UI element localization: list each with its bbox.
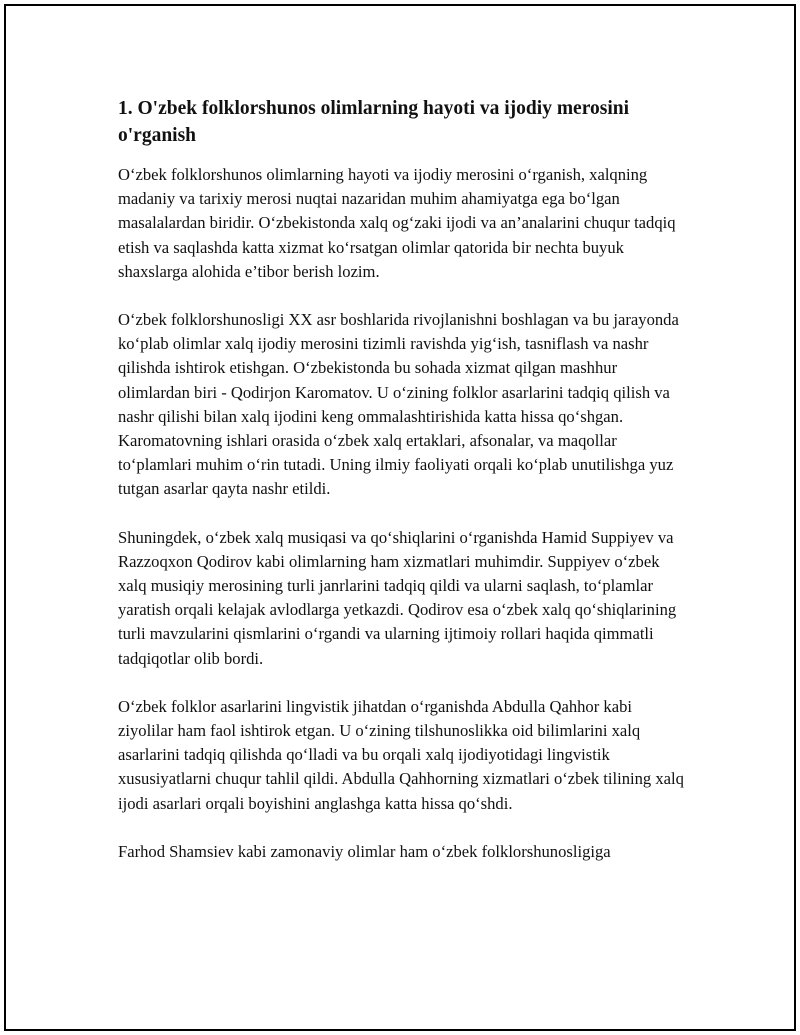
document-body <box>118 95 688 888</box>
paragraph-karomatov: O‘zbek folklorshunosligi XX asr boshlarida rivojlanishni boshlagan va bu jarayonda ko‘plab olimlar xalq ijodiy merosini tizimli ravishda yig‘ish, tasniflash va nashr qilishda ishtirok etishgan. O‘zbekistonda bu sohada xizmat qilgan mashhur olimlardan biri - Qodirjon Karomatov. U o‘zining folklor asarlarini tadqiq qilish va nashr qilishi bilan xalq ijodini keng ommalashtirishida katta hissa qo‘shgan. Karomatovning ishlari orasida o‘zbek xalq ertaklari, afsonalar, va maqollar to‘plamlari muhim o‘rin tutadi. Uning ilmiy faoliyati orqali ko‘plab unutilishga yuz tutgan asarlar qayta nashr etildi. <box>118 310 679 499</box>
paragraph-intro: O‘zbek folklorshunos olimlarning hayoti va ijodiy merosini o‘rganish, xalqning madaniy va tarixiy merosi nuqtai nazaridan muhim ahamiyatga ega bo‘lgan masalalardan biridir. O‘zbekistonda xalq og‘zaki ijodi va an’analarini chuqur tadqiq etish va saqlashda katta xizmat ko‘rsatgan olimlar qatorida bir nechta buyuk shaxslarga alohida e’tibor berish lozim. <box>118 165 676 281</box>
paragraph-modern-scholars: Farhod Shamsiev kabi zamonaviy olimlar ham o‘zbek folklorshunosligiga <box>118 841 611 861</box>
paragraph-linguistics: O‘zbek folklor asarlarini lingvistik jihatdan o‘rganishda Abdulla Qahhor kabi ziyolilar ham faol ishtirok etgan. U o‘zining tilshunoslikka oid bilimlarini xalq asarlarini tadqiq qilishda qo‘lladi va bu orqali xalq ijodiyotidagi lingvistik xususiyatlarni chuqur tahlil qildi. Abdulla Qahhorning xizmatlari o‘zbek tilining xalq ijodi asarlari orqali boyishini anglashga katta hissa qo‘shdi. <box>118 696 684 813</box>
section-heading: 1. O'zbek folklorshunos olimlarning hayoti va ijodiy merosini o'rganish <box>118 98 630 146</box>
paragraph-music-studies: Shuningdek, o‘zbek xalq musiqasi va qo‘shiqlarini o‘rganishda Hamid Suppiyev va Razzoqxon Qodirov kabi olimlarning ham xizmatlari muhimdir. Suppiyev o‘zbek xalq musiqiy merosining turli janrlarini tadqiq qildi va ularni saqlash, to‘plamlar yaratish orqali kelajak avlodlarga yetkazdi. Qodirov esa o‘zbek xalq qo‘shiqlarining turli mavzularini qismlarini o‘rgandi va ularning ijtimoiy rollari haqida qimmatli tadqiqotlar olib bordi. <box>118 527 677 668</box>
